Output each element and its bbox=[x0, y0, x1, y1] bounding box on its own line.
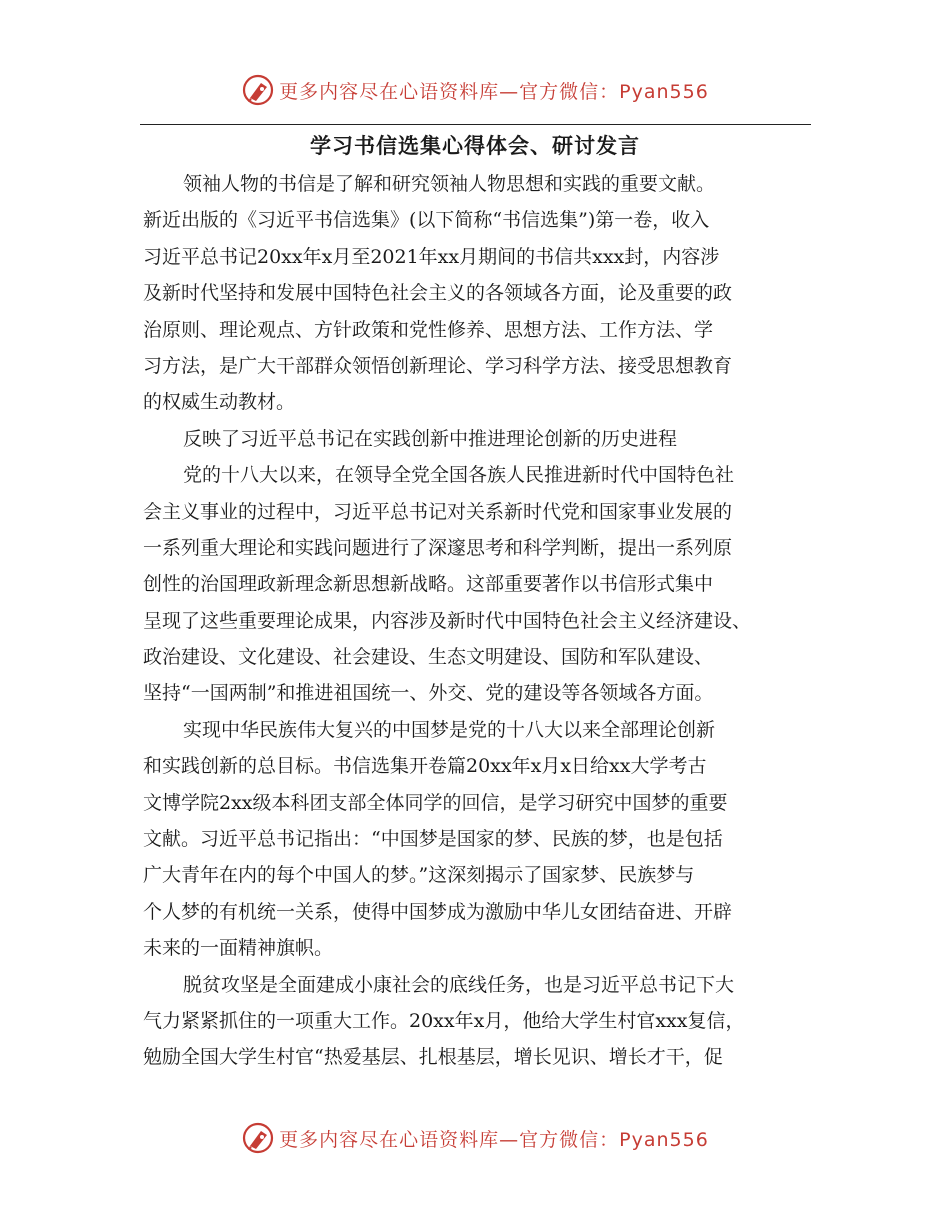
text-line: 一系列重大理论和实践问题进行了深邃思考和科学判断，提出一系列原 bbox=[143, 536, 733, 559]
text-line: 气力紧紧抓住的一项重大工作。20xx年x月，他给大学生村官xxx复信， bbox=[143, 1009, 745, 1032]
document-body bbox=[143, 166, 811, 1076]
text-line: 脱贫攻坚是全面建成小康社会的底线任务，也是习近平总书记下大 bbox=[183, 973, 735, 996]
text-line: 呈现了这些重要理论成果，内容涉及新时代中国特色社会主义经济建设、 bbox=[143, 609, 752, 632]
text-line: 创性的治国理政新理念新思想新战略。这部重要著作以书信形式集中 bbox=[143, 573, 714, 596]
text-line: 未来的一面精神旗帜。 bbox=[143, 937, 334, 960]
pen-nib-logo-icon bbox=[241, 1121, 275, 1155]
text-line: 治原则、理论观点、方针政策和党性修养、思想方法、工作方法、学 bbox=[143, 318, 714, 341]
document-title: 学习书信选集心得体会、研讨发言 bbox=[310, 133, 640, 158]
text-line: 文献。习近平总书记指出：“中国梦是国家的梦、民族的梦，也是包括 bbox=[143, 828, 723, 851]
section-heading: 反映了习近平总书记在实践创新中推进理论创新的历史进程 bbox=[183, 427, 678, 450]
footer-banner-text: 更多内容尽在心语资料库—官方微信：Pyan556 bbox=[279, 1128, 709, 1151]
text-line: 领袖人物的书信是了解和研究领袖人物思想和实践的重要文献。 bbox=[183, 173, 716, 195]
text-line: 会主义事业的过程中，习近平总书记对关系新时代党和国家事业发展的 bbox=[143, 500, 733, 523]
text-line: 习近平总书记20xx年x月至2021年xx月期间的书信共xxx封，内容涉 bbox=[143, 245, 720, 268]
footer-banner bbox=[0, 1118, 950, 1158]
header-banner bbox=[0, 70, 950, 110]
text-line: 个人梦的有机统一关系，使得中国梦成为激励中华儿女团结奋进、开辟 bbox=[143, 900, 733, 923]
text-line: 及新时代坚持和发展中国特色社会主义的各领域各方面，论及重要的政 bbox=[143, 282, 733, 305]
text-line: 政治建设、文化建设、社会建设、生态文明建设、国防和军队建设、 bbox=[143, 646, 714, 669]
text-line: 党的十八大以来，在领导全党全国各族人民推进新时代中国特色社 bbox=[183, 464, 735, 487]
text-line: 坚持“一国两制”和推进祖国统一、外交、党的建设等各领域各方面。 bbox=[143, 682, 714, 705]
text-line: 广大青年在内的每个中国人的梦。”这深刻揭示了国家梦、民族梦与 bbox=[143, 864, 695, 887]
text-line: 习方法，是广大干部群众领悟创新理论、学习科学方法、接受思想教育 bbox=[143, 354, 733, 377]
header-banner-text: 更多内容尽在心语资料库—官方微信：Pyan556 bbox=[279, 80, 709, 103]
pen-nib-logo-icon bbox=[241, 73, 275, 107]
text-line: 勉励全国大学生村官“热爱基层、扎根基层，增长见识、增长才干，促 bbox=[143, 1046, 723, 1069]
header-divider bbox=[140, 124, 811, 125]
text-line: 实现中华民族伟大复兴的中国梦是党的十八大以来全部理论创新 bbox=[183, 718, 716, 741]
text-line: 文博学院2xx级本科团支部全体同学的回信，是学习研究中国梦的重要 bbox=[143, 791, 728, 814]
text-line: 和实践创新的总目标。书信选集开卷篇20xx年x月x日给xx大学考古 bbox=[143, 755, 707, 778]
text-line: 新近出版的《习近平书信选集》(以下简称“书信选集”)第一卷，收入 bbox=[143, 209, 710, 232]
text-line: 的权威生动教材。 bbox=[143, 391, 296, 414]
